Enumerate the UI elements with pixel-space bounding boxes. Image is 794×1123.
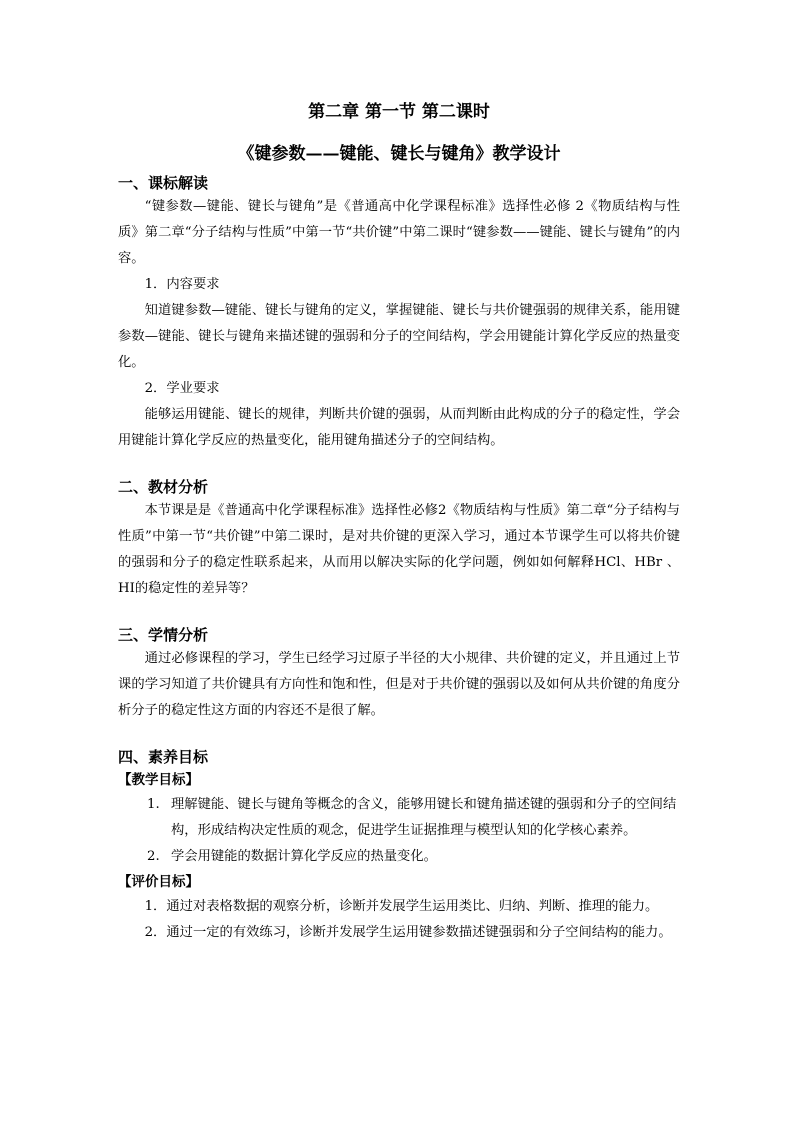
content-requirement-label: 1．内容要求 (144, 277, 220, 292)
chapter-heading: 第二章 第一节 第二课时 (308, 102, 490, 122)
teaching-goal-text: 理解键能、键长与键角等概念的含义，能够用键长和键角描述键的强弱和分子的空间结构，形成结构决定性质的观念，促进学生证据推理与模型认知的化学核心素养。 (171, 797, 677, 838)
evaluation-goal-item: 1．通过对表格数据的观察分析，诊断并发展学生运用类比、归纳、判断、推理的能力。 (144, 899, 659, 914)
teaching-goal-number: 2. (147, 849, 160, 864)
academic-requirement-text: 能够运用键能、键长的规律，判断共价键的强弱，从而判断由此构成的分子的稳定性，学会用键能计算化学反应的热量变化，能用键角描述分子的空间结构。 (118, 407, 680, 448)
evaluation-goals-label: 【评价目标】 (118, 874, 199, 890)
standards-intro: “键参数—键能、键长与键角”是《普通高中化学课程标准》选择性必修 2《物质结构与性质》第二章“分子结构与性质”中第一节“共价键”中第二课时“键参数——键能、键长与键角”的内容。 (118, 199, 680, 266)
textbook-analysis-text: 本节课是是《普通高中化学课程标准》选择性必修2《物质结构与性质》第二章“分子结构与性质”中第一节“共价键”中第二课时，是对共价键的更深入学习，通过本节课学生可以将共价键的强弱和分子的稳定性联系起来，从而用以解决实际的化学问题，例如如何解释HCl、HBr 、 HI的稳定性的差异等？ (118, 503, 680, 596)
document-title: 《键参数——键能、键长与键角》教学设计 (237, 144, 561, 164)
section-heading-standards: 一、课标解读 (118, 174, 209, 192)
academic-requirement-label: 2．学业要求 (144, 381, 220, 396)
section-heading-textbook: 二、教材分析 (118, 478, 209, 496)
teaching-goal-item (118, 792, 680, 844)
section-heading-learners: 三、学情分析 (118, 626, 209, 644)
content-requirement-text: 知道键参数—键能、键长与键角的定义，掌握键能、键长与共价键强弱的规律关系，能用键参数—键能、键长与键角来描述键的强弱和分子的空间结构，学会用键能计算化学反应的热量变化。 (118, 303, 680, 370)
teaching-goal-text: 学会用键能的数据计算化学反应的热量变化。 (171, 849, 437, 864)
evaluation-goal-item: 2．通过一定的有效练习，诊断并发展学生运用键参数描述键强弱和分子空间结构的能力。 (144, 925, 672, 940)
learner-analysis-text: 通过必修课程的学习，学生已经学习过原子半径的大小规律、共价键的定义，并且通过上节课的学习知道了共价键具有方向性和饱和性，但是对于共价键的强弱以及如何从共价键的角度分析分子的稳定性这方面的内容还不是很了解。 (118, 651, 680, 718)
teaching-goals-label: 【教学目标】 (118, 772, 199, 788)
section-heading-goals: 四、素养目标 (118, 748, 209, 766)
teaching-goal-item (118, 844, 680, 870)
teaching-goal-number: 1. (147, 797, 160, 812)
document-page (118, 100, 680, 946)
